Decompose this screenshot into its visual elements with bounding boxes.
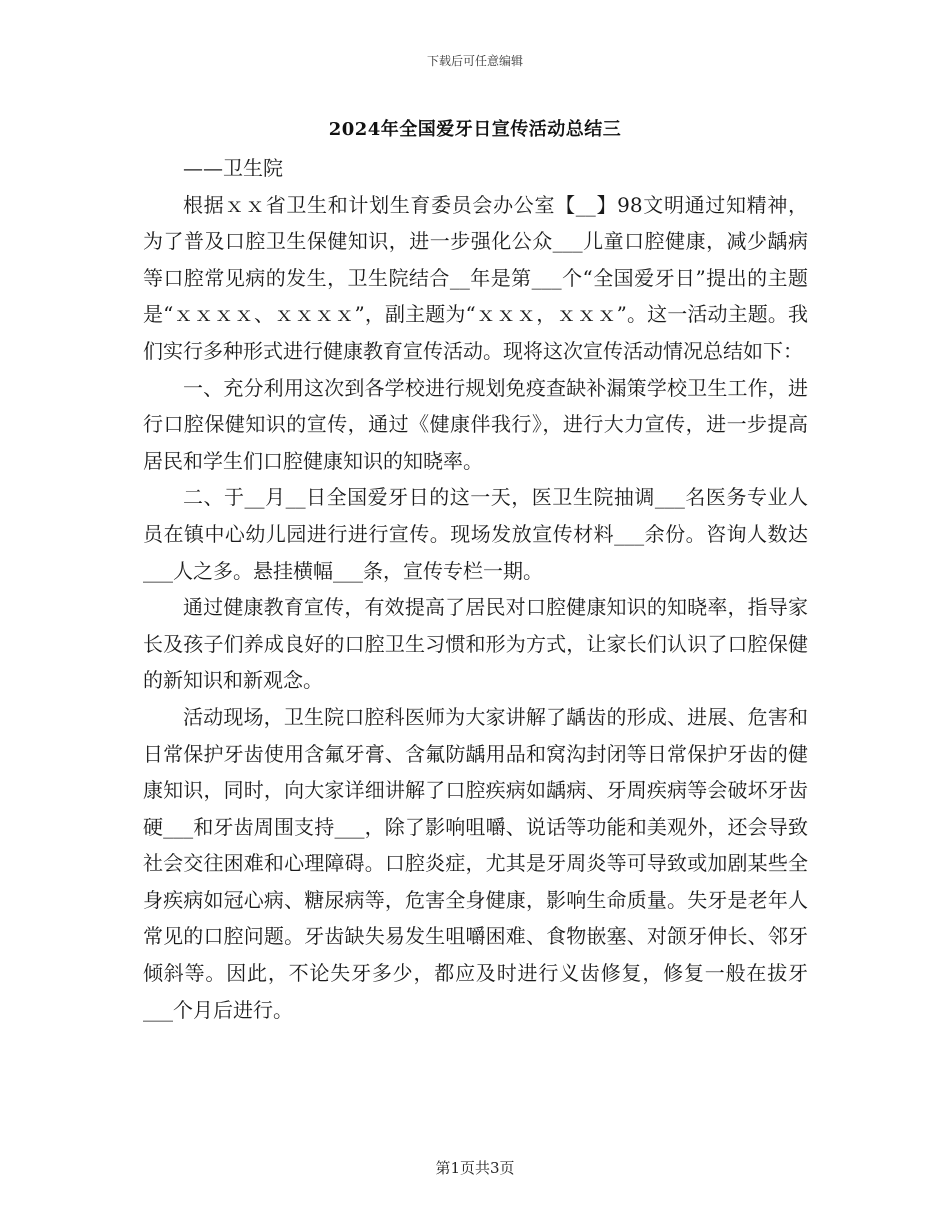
paragraph: 根据ｘｘ省卫生和计划生育委员会办公室【__】98文明通过知精神，为了普及口腔卫生保健知识，进一步强化公众___儿童口腔健康，减少龋病等口腔常见病的发生，卫生院结合__年是第___个“全国爱牙日”提出的主题是“ｘｘｘｘ、ｘｘｘｘ”，副主题为“ｘｘｘ，ｘｘｘ”。这一活动主题。我们实行多种形式进行健康教育宣传活动。现将这次宣传活动情况总结如下： <box>143 192 808 363</box>
paragraph: 一、充分利用这次到各学校进行规划免疫查缺补漏策学校卫生工作，进行口腔保健知识的宣传，通过《健康伴我行》，进行大力宣传，进一步提高居民和学生们口腔健康知识的知晓率。 <box>143 375 808 473</box>
page-number: 第1页共3页 <box>435 1159 515 1177</box>
document-subtitle: ——卫生院 <box>183 156 283 180</box>
paragraph: 通过健康教育宣传，有效提高了居民对口腔健康知识的知晓率，指导家长及孩子们养成良好的口腔卫生习惯和形为方式，让家长们认识了口腔保健的新知识和新观念。 <box>143 595 808 693</box>
header-note: 下载后可任意编辑 <box>426 54 523 68</box>
document-title: 2024年全国爱牙日宣传活动总结三 <box>328 119 622 140</box>
paragraph: 二、于__月__日全国爱牙日的这一天，医卫生院抽调___名医务专业人员在镇中心幼儿园进行进行宣传。现场发放宣传材料___余份。咨询人数达___人之多。悬挂横幅___条，宣传专栏一期。 <box>143 485 808 583</box>
document-body <box>143 150 808 1028</box>
paragraph: 活动现场，卫生院口腔科医师为大家讲解了龋齿的形成、进展、危害和日常保护牙齿使用含氟牙膏、含氟防龋用品和窝沟封闭等日常保护牙齿的健康知识，同时，向大家详细讲解了口腔疾病如龋病、牙周疾病等会破坏牙齿硬___和牙齿周围支持___，除了影响咀嚼、说话等功能和美观外，还会导致社会交往困难和心理障碍。口腔炎症，尤其是牙周炎等可导致或加剧某些全身疾病如冠心病、糖尿病等，危害全身健康，影响生命质量。失牙是老年人常见的口腔问题。牙齿缺失易发生咀嚼困难、食物嵌塞、对颌牙伸长、邻牙倾斜等。因此，不论失牙多少，都应及时进行义齿修复，修复一般在拔牙___个月后进行。 <box>143 704 808 1022</box>
